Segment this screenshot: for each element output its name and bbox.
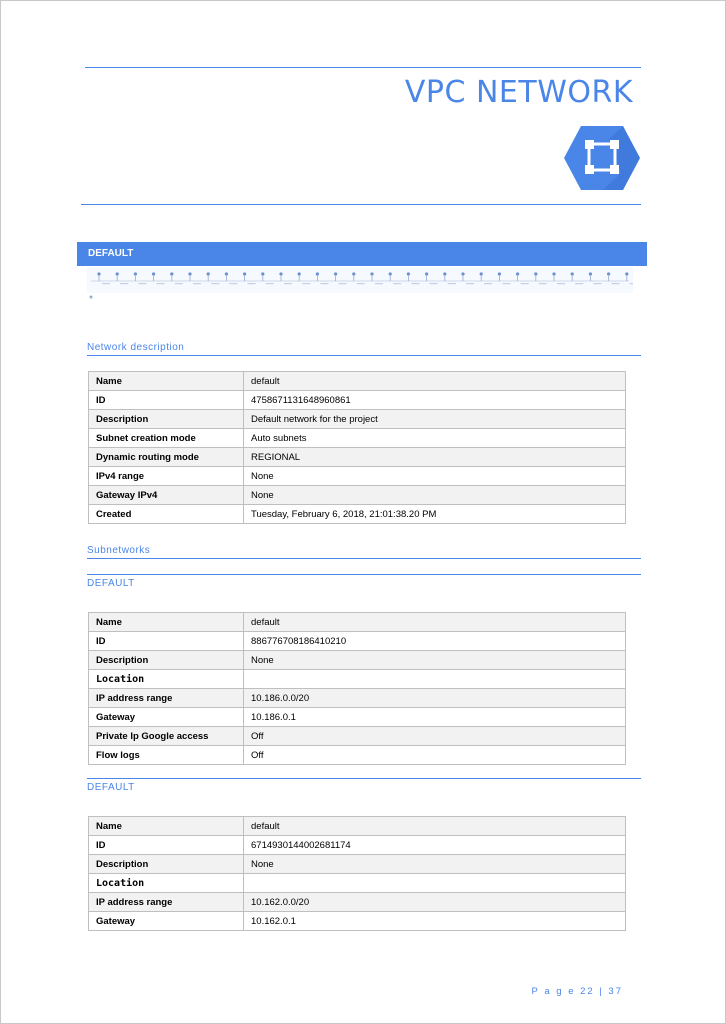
diagram-node <box>625 272 628 275</box>
table-row <box>89 727 626 746</box>
diagram-node <box>443 272 446 275</box>
subnetworks-heading: Subnetworks <box>87 545 641 559</box>
diagram-label <box>630 283 633 284</box>
page-title: VPC NETWORK <box>404 75 633 110</box>
diagram-node <box>261 272 264 275</box>
row-key: Description <box>89 410 244 429</box>
row-value: Auto subnets <box>244 429 626 448</box>
network-banner: DEFAULT <box>77 242 647 266</box>
row-key: Gateway <box>89 912 244 931</box>
diagram-label <box>557 283 565 284</box>
diagram-label <box>430 283 438 284</box>
row-value: 6714930144002681174 <box>244 836 626 855</box>
table-row <box>89 855 626 874</box>
diagram-label <box>211 283 219 284</box>
diagram-node <box>480 272 483 275</box>
row-key: Private Ip Google access <box>89 727 244 746</box>
diagram-node <box>516 272 519 275</box>
diagram-node <box>97 272 100 275</box>
row-key: Gateway <box>89 708 244 727</box>
diagram-node <box>552 272 555 275</box>
network-description-table <box>88 371 626 524</box>
table-row <box>89 505 626 524</box>
diagram-label <box>266 283 274 284</box>
row-key: Description <box>89 651 244 670</box>
row-key: IP address range <box>89 893 244 912</box>
row-key: Name <box>89 372 244 391</box>
table-row <box>89 410 626 429</box>
table-row <box>89 893 626 912</box>
diagram-node <box>170 272 173 275</box>
diagram-label <box>411 283 419 284</box>
diagram-node <box>498 272 501 275</box>
row-value: default <box>244 817 626 836</box>
diagram-node <box>571 272 574 275</box>
diagram-node <box>225 272 228 275</box>
diagram-node <box>334 272 337 275</box>
diagram-node <box>188 272 191 275</box>
diagram-node <box>279 272 282 275</box>
row-value: None <box>244 855 626 874</box>
diagram-label <box>138 283 146 284</box>
diagram-node <box>607 272 610 275</box>
diagram-node <box>425 272 428 275</box>
diagram-node <box>407 272 410 275</box>
row-value: Default network for the project <box>244 410 626 429</box>
diagram-node <box>152 272 155 275</box>
table-row <box>89 372 626 391</box>
diagram-label <box>393 283 401 284</box>
table-row <box>89 670 626 689</box>
row-key: Created <box>89 505 244 524</box>
row-key: Location <box>89 670 244 689</box>
network-description-heading: Network description <box>87 342 641 356</box>
diagram-node <box>389 272 392 275</box>
subnet-table-2 <box>88 816 626 931</box>
row-key: Gateway IPv4 <box>89 486 244 505</box>
table-row <box>89 689 626 708</box>
row-key: ID <box>89 632 244 651</box>
row-value: Off <box>244 727 626 746</box>
diagram-label <box>320 283 328 284</box>
table-row <box>89 836 626 855</box>
row-value: None <box>244 467 626 486</box>
table-row <box>89 708 626 727</box>
header-rule-top <box>85 67 641 68</box>
diagram-label <box>193 283 201 284</box>
row-value: 4758671131648960861 <box>244 391 626 410</box>
subnet-heading-1: DEFAULT <box>87 574 641 589</box>
table-row <box>89 429 626 448</box>
table-row <box>89 486 626 505</box>
row-value: None <box>244 651 626 670</box>
diagram-label <box>448 283 456 284</box>
row-value: Tuesday, February 6, 2018, 21:01:38.20 PM <box>244 505 626 524</box>
diagram-label <box>539 283 547 284</box>
row-value: Off <box>244 746 626 765</box>
row-value: 10.186.0.0/20 <box>244 689 626 708</box>
row-value: None <box>244 486 626 505</box>
table-row <box>89 817 626 836</box>
diagram-label <box>229 283 237 284</box>
diagram-label <box>502 283 510 284</box>
row-key: Dynamic routing mode <box>89 448 244 467</box>
diagram-label <box>157 283 165 284</box>
diagram-label <box>575 283 583 284</box>
row-value: 886776708186410210 <box>244 632 626 651</box>
row-value <box>244 670 626 689</box>
row-key: IP address range <box>89 689 244 708</box>
diagram-node <box>461 272 464 275</box>
diagram-label <box>120 283 128 284</box>
table-row <box>89 651 626 670</box>
page-number: P a g e 22 | 37 <box>531 986 623 997</box>
diagram-label <box>593 283 601 284</box>
row-key: ID <box>89 391 244 410</box>
diagram-node <box>534 272 537 275</box>
subnet-table-1 <box>88 612 626 765</box>
diagram-node <box>116 272 119 275</box>
diagram-node <box>352 272 355 275</box>
row-value: 10.162.0.1 <box>244 912 626 931</box>
diagram-node <box>134 272 137 275</box>
table-row <box>89 746 626 765</box>
header-rule-bottom <box>81 204 641 205</box>
diagram-label <box>466 283 474 284</box>
row-key: Description <box>89 855 244 874</box>
diagram-label <box>521 283 529 284</box>
diagram-label <box>612 283 620 284</box>
diagram-node <box>207 272 210 275</box>
diagram-label <box>339 283 347 284</box>
row-value: 10.162.0.0/20 <box>244 893 626 912</box>
table-row <box>89 391 626 410</box>
table-row <box>89 912 626 931</box>
diagram-node <box>370 272 373 275</box>
row-key: Name <box>89 613 244 632</box>
diagram-label <box>102 283 110 284</box>
row-key: Flow logs <box>89 746 244 765</box>
diagram-label <box>248 283 256 284</box>
diagram-label <box>302 283 310 284</box>
row-value <box>244 874 626 893</box>
subnet-diagram <box>87 267 633 301</box>
row-key: Name <box>89 817 244 836</box>
table-row <box>89 613 626 632</box>
table-row <box>89 467 626 486</box>
diagram-label <box>484 283 492 284</box>
row-key: Location <box>89 874 244 893</box>
table-row <box>89 632 626 651</box>
diagram-node <box>243 272 246 275</box>
diagram-node <box>316 272 319 275</box>
vpc-hexagon-icon <box>563 125 641 191</box>
row-key: Subnet creation mode <box>89 429 244 448</box>
diagram-label <box>375 283 383 284</box>
diagram-label <box>175 283 183 284</box>
row-value: default <box>244 613 626 632</box>
table-row <box>89 874 626 893</box>
row-key: ID <box>89 836 244 855</box>
diagram-node <box>298 272 301 275</box>
diagram-label <box>357 283 365 284</box>
subnet-heading-2: DEFAULT <box>87 778 641 793</box>
row-value: default <box>244 372 626 391</box>
table-row <box>89 448 626 467</box>
diagram-node <box>589 272 592 275</box>
diagram-label <box>284 283 292 284</box>
row-key: IPv4 range <box>89 467 244 486</box>
row-value: 10.186.0.1 <box>244 708 626 727</box>
row-value: REGIONAL <box>244 448 626 467</box>
